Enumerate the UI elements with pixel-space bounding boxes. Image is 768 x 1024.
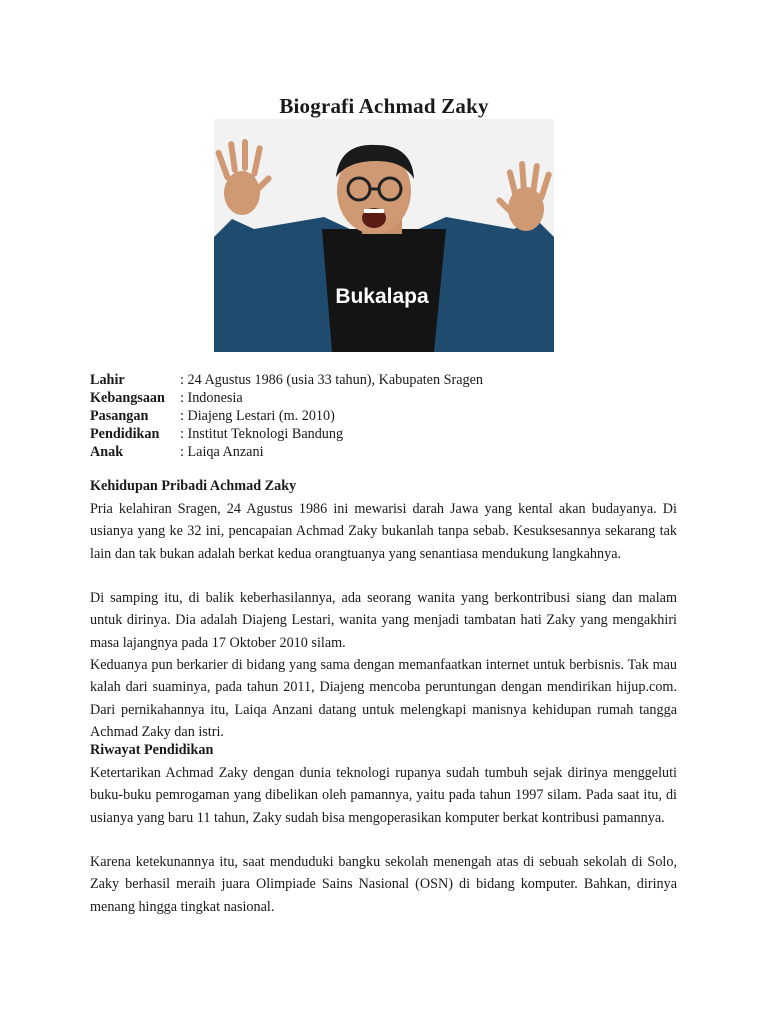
bio-value: : Laiqa Anzani: [180, 444, 264, 460]
bio-key: Pasangan: [90, 408, 149, 424]
portrait-illustration: [214, 119, 554, 352]
paragraph: Keduanya pun berkarier di bidang yang sama dengan memanfaatkan internet untuk berbisnis. Tak mau kalah dari suaminya, pada tahun 2011, Diajeng mencoba peruntungan dengan mendirikan hijup.com. Dari pernikahannya itu, Laiqa Anzani datang untuk melengkapi manisnya kehidupan rumah tangga Achmad Zaky dan istri.: [90, 657, 677, 740]
bio-row: [90, 443, 483, 461]
portrait-photo: [214, 119, 554, 352]
bio-row: [90, 407, 483, 425]
bio-key: Kebangsaan: [90, 390, 165, 406]
paragraph: Karena ketekunannya itu, saat menduduki bangku sekolah menengah atas di sebuah sekolah di Solo, Zaky berhasil meraih juara Olimpiade Sains Nasional (OSN) di bidang komputer. Bahkan, dirinya menang hingga tingkat nasional.: [90, 854, 677, 915]
section-heading-education: Riwayat Pendidikan: [90, 742, 214, 758]
paragraph: Ketertarikan Achmad Zaky dengan dunia teknologi rupanya sudah tumbuh sejak dirinya menggeluti buku-buku pemrogaman yang dibelikan oleh pamannya, yaitu pada tahun 1997 silam. Pada saat itu, di usianya yang baru 11 tahun, Zaky sudah bisa mengoperasikan komputer berkat kontribusi pamannya.: [90, 765, 677, 826]
bio-value: : Indonesia: [180, 390, 243, 406]
bio-key: Anak: [90, 444, 124, 460]
bio-info-table: [90, 371, 483, 461]
bio-row: [90, 389, 483, 407]
bio-key: Lahir: [90, 372, 125, 388]
page-title: Biografi Achmad Zaky: [279, 94, 489, 118]
section-heading-personal-life: Kehidupan Pribadi Achmad Zaky: [90, 478, 297, 494]
bio-value: : 24 Agustus 1986 (usia 33 tahun), Kabupaten Sragen: [180, 372, 484, 388]
bio-value: : Diajeng Lestari (m. 2010): [180, 408, 335, 424]
bio-value: : Institut Teknologi Bandung: [180, 426, 344, 442]
paragraph: Di samping itu, di balik keberhasilannya, ada seorang wanita yang berkontribusi siang dan malam untuk dirinya. Dia adalah Diajeng Lestari, wanita yang menjadi tambatan hati Zaky yang mengakhiri masa lajangnya pada 17 Oktober 2010 silam.: [90, 590, 677, 651]
bio-key: Pendidikan: [90, 426, 160, 442]
bio-row: [90, 371, 483, 389]
paragraph: Pria kelahiran Sragen, 24 Agustus 1986 ini mewarisi darah Jawa yang kental akan budayanya. Di usianya yang ke 32 ini, pencapaian Achmad Zaky bukanlah tanpa sebab. Kesuksesannya sekarang tak lain dan tak bukan adalah berkat kedua orangtuanya yang senantiasa mendukung langkahnya.: [90, 501, 677, 562]
bio-row: [90, 425, 483, 443]
shirt-text: Bukalapa: [335, 285, 429, 308]
